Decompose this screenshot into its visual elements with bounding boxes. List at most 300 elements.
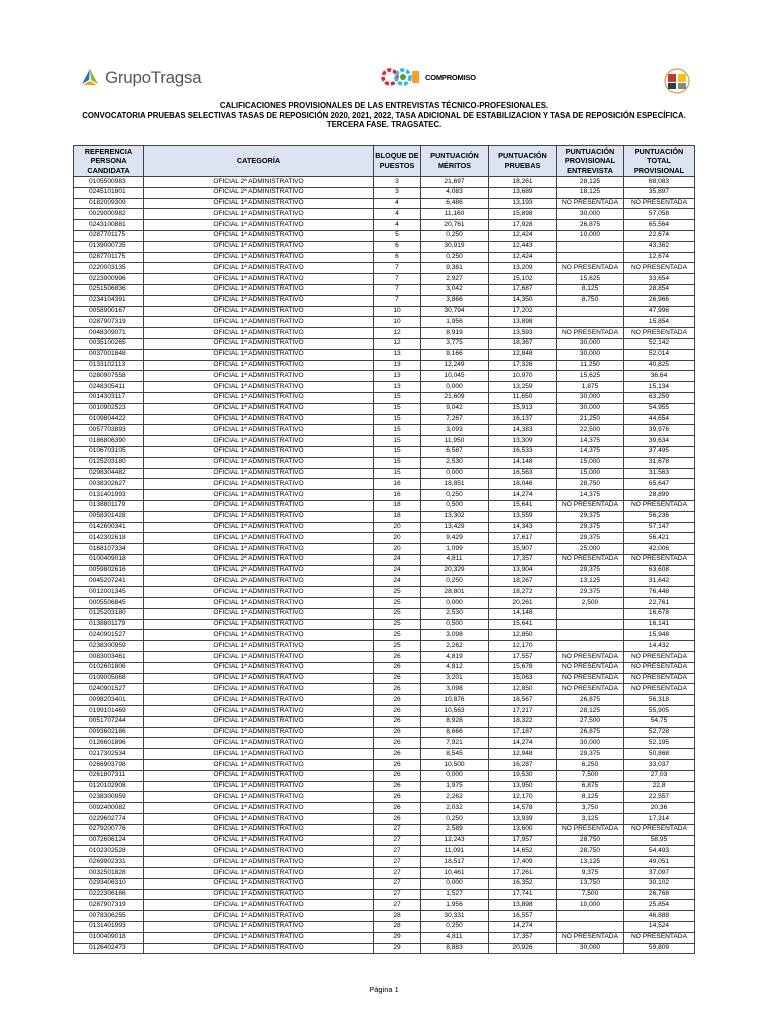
cell-bloque: 26 — [374, 781, 421, 792]
cell-bloque: 27 — [374, 824, 421, 835]
cell-categoria: OFICIAL 1ª ADMINISTRATIVO — [144, 770, 374, 781]
cell-total: 58,95 — [624, 835, 695, 846]
cell-referencia: 0058301428 — [74, 511, 144, 522]
cell-entrevista: 28,750 — [557, 479, 624, 490]
cell-categoria: OFICIAL 1ª ADMINISTRATIVO — [144, 738, 374, 749]
cell-total: NO PRESENTADA — [624, 500, 695, 511]
cell-meritos: 2,262 — [421, 641, 489, 652]
cell-pruebas: 20,261 — [489, 598, 557, 609]
cell-total: 56,318 — [624, 695, 695, 706]
column-header-total: PUNTUACIÓN TOTAL PROVISIONAL — [624, 146, 695, 177]
table-row — [74, 911, 695, 922]
table-row — [74, 252, 695, 263]
cell-meritos: 21,609 — [421, 392, 489, 403]
cell-bloque: 15 — [374, 468, 421, 479]
cell-total: NO PRESENTADA — [624, 932, 695, 943]
cell-categoria: OFICIAL 1ª ADMINISTRATIVO — [144, 587, 374, 598]
cell-bloque: 28 — [374, 921, 421, 932]
cell-referencia: 0138801179 — [74, 500, 144, 511]
cell-referencia: 0248305411 — [74, 382, 144, 393]
cell-bloque: 3 — [374, 177, 421, 188]
cell-entrevista: 30,000 — [557, 392, 624, 403]
table-row — [74, 846, 695, 857]
cell-entrevista — [557, 619, 624, 630]
cell-bloque: 13 — [374, 360, 421, 371]
cell-entrevista: 26,875 — [557, 727, 624, 738]
cell-pruebas: 15,641 — [489, 500, 557, 511]
cell-referencia: 0238300959 — [74, 641, 144, 652]
cell-referencia: 0287907319 — [74, 900, 144, 911]
cell-bloque: 7 — [374, 295, 421, 306]
cell-meritos: 18,517 — [421, 857, 489, 868]
cell-entrevista: 30,000 — [557, 349, 624, 360]
cell-referencia: 0037001848 — [74, 349, 144, 360]
cell-entrevista: 18,125 — [557, 187, 624, 198]
cell-pruebas: 16,287 — [489, 760, 557, 771]
table-row — [74, 511, 695, 522]
cell-bloque: 4 — [374, 198, 421, 209]
cell-bloque: 27 — [374, 900, 421, 911]
cell-referencia: 0083003461 — [74, 652, 144, 663]
cell-bloque: 16 — [374, 479, 421, 490]
table-row — [74, 177, 695, 188]
cell-bloque: 26 — [374, 727, 421, 738]
cell-bloque: 25 — [374, 598, 421, 609]
cell-pruebas: 12,170 — [489, 641, 557, 652]
cell-categoria: OFICIAL 1ª ADMINISTRATIVO — [144, 598, 374, 609]
cell-referencia: 0078306255 — [74, 911, 144, 922]
table-row — [74, 662, 695, 673]
table-row — [74, 868, 695, 879]
cell-total: 26,768 — [624, 889, 695, 900]
cell-categoria: OFICIAL 1ª ADMINISTRATIVO — [144, 900, 374, 911]
cell-pruebas: 15,641 — [489, 619, 557, 630]
cell-entrevista: 15,625 — [557, 274, 624, 285]
cell-total: 12,674 — [624, 252, 695, 263]
cell-categoria: OFICIAL 1ª ADMINISTRATIVO — [144, 911, 374, 922]
cell-meritos: 2,589 — [421, 824, 489, 835]
cell-pruebas: 13,898 — [489, 900, 557, 911]
table-body — [74, 177, 695, 954]
cell-pruebas: 12,850 — [489, 684, 557, 695]
cell-bloque: 25 — [374, 619, 421, 630]
cell-categoria: OFICIAL 1ª ADMINISTRATIVO — [144, 652, 374, 663]
cell-categoria: OFICIAL 1ª ADMINISTRATIVO — [144, 425, 374, 436]
cell-meritos: 0,250 — [421, 814, 489, 825]
table-row — [74, 241, 695, 252]
cell-entrevista: 30,000 — [557, 209, 624, 220]
cell-total: 25,854 — [624, 900, 695, 911]
cell-categoria: OFICIAL 1ª ADMINISTRATIVO — [144, 684, 374, 695]
cell-entrevista — [557, 306, 624, 317]
cell-pruebas: 18,272 — [489, 587, 557, 598]
cell-categoria: OFICIAL 1ª ADMINISTRATIVO — [144, 878, 374, 889]
cell-categoria: OFICIAL 1ª ADMINISTRATIVO — [144, 209, 374, 220]
cell-entrevista — [557, 317, 624, 328]
cell-bloque: 26 — [374, 749, 421, 760]
cell-total: 56,421 — [624, 533, 695, 544]
cell-bloque: 27 — [374, 889, 421, 900]
cell-entrevista: 25,000 — [557, 544, 624, 555]
cell-referencia: 0238300959 — [74, 792, 144, 803]
cell-entrevista: 27,500 — [557, 716, 624, 727]
cell-referencia: 0279200776 — [74, 824, 144, 835]
cell-entrevista: 30,000 — [557, 738, 624, 749]
cell-entrevista: 28,750 — [557, 835, 624, 846]
cell-total: 16,678 — [624, 608, 695, 619]
cell-bloque: 18 — [374, 500, 421, 511]
cell-entrevista: 30,000 — [557, 943, 624, 954]
cell-entrevista: 26,875 — [557, 220, 624, 231]
column-header-bloque: BLOQUE DE PUESTOS — [374, 146, 421, 177]
cell-referencia: 0266903798 — [74, 760, 144, 771]
cell-entrevista: 14,375 — [557, 446, 624, 457]
table-row — [74, 587, 695, 598]
table-row — [74, 209, 695, 220]
cell-referencia: 0234104391 — [74, 295, 144, 306]
table-row — [74, 576, 695, 587]
cell-categoria: OFICIAL 1ª ADMINISTRATIVO — [144, 706, 374, 717]
table-header-row — [74, 146, 695, 177]
cell-referencia: 0100409018 — [74, 932, 144, 943]
column-header-categoria: CATEGORÍA — [144, 146, 374, 177]
cell-bloque: 12 — [374, 338, 421, 349]
cell-categoria: OFICIAL 1ª ADMINISTRATIVO — [144, 727, 374, 738]
cell-meritos: 3,201 — [421, 673, 489, 684]
cell-total: 39,976 — [624, 425, 695, 436]
table-row — [74, 749, 695, 760]
cell-referencia: 0005506845 — [74, 598, 144, 609]
table-row — [74, 403, 695, 414]
cell-meritos: 9,429 — [421, 533, 489, 544]
column-header-pruebas: PUNTUACIÓN PRUEBAS — [489, 146, 557, 177]
cell-referencia: 0287701175 — [74, 230, 144, 241]
cell-pruebas: 19,530 — [489, 770, 557, 781]
cell-categoria: OFICIAL 1ª ADMINISTRATIVO — [144, 274, 374, 285]
compromiso-logo — [381, 66, 476, 88]
table-row — [74, 522, 695, 533]
cell-pruebas: 17,202 — [489, 306, 557, 317]
cell-total: 52,195 — [624, 738, 695, 749]
cell-entrevista: 8,750 — [557, 295, 624, 306]
cell-categoria: OFICIAL 1ª ADMINISTRATIVO — [144, 263, 374, 274]
cell-categoria: OFICIAL 1ª ADMINISTRATIVO — [144, 662, 374, 673]
cell-categoria: OFICIAL 1ª ADMINISTRATIVO — [144, 943, 374, 954]
cell-referencia: 0131401993 — [74, 921, 144, 932]
cell-categoria: OFICIAL 2ª ADMINISTRATIVO — [144, 565, 374, 576]
cell-total: 31,678 — [624, 457, 695, 468]
cell-meritos: 4,083 — [421, 187, 489, 198]
cell-meritos: 0,000 — [421, 382, 489, 393]
cell-entrevista: 10,000 — [557, 900, 624, 911]
cell-meritos: 4,819 — [421, 652, 489, 663]
cell-referencia: 0102601806 — [74, 662, 144, 673]
cell-categoria: OFICIAL 1ª ADMINISTRATIVO — [144, 868, 374, 879]
cell-referencia: 0125203180 — [74, 608, 144, 619]
cell-total: 52,014 — [624, 349, 695, 360]
cell-pruebas: 14,148 — [489, 457, 557, 468]
cell-categoria: OFICIAL 1ª ADMINISTRATIVO — [144, 608, 374, 619]
cell-total: 36,64 — [624, 371, 695, 382]
cell-pruebas: 14,343 — [489, 522, 557, 533]
cell-meritos: 3,093 — [421, 425, 489, 436]
table-row — [74, 716, 695, 727]
cell-entrevista — [557, 252, 624, 263]
cell-entrevista: 1,875 — [557, 382, 624, 393]
cell-total: 49,051 — [624, 857, 695, 868]
title-line-3: TERCERA FASE. TRAGSATEC. — [326, 120, 442, 130]
cell-referencia: 0223900996 — [74, 274, 144, 285]
cell-entrevista: 29,375 — [557, 587, 624, 598]
cell-entrevista: 8,125 — [557, 792, 624, 803]
cell-entrevista — [557, 608, 624, 619]
cell-entrevista: NO PRESENTADA — [557, 932, 624, 943]
cell-total: 28,854 — [624, 284, 695, 295]
cell-meritos: 1,975 — [421, 781, 489, 792]
table-row — [74, 425, 695, 436]
table-row — [74, 857, 695, 868]
table-row — [74, 274, 695, 285]
cell-pruebas: 17,261 — [489, 868, 557, 879]
cell-bloque: 27 — [374, 868, 421, 879]
cell-total: 65,564 — [624, 220, 695, 231]
cell-referencia: 0139000735 — [74, 241, 144, 252]
cell-total: 37,495 — [624, 446, 695, 457]
cell-total: 57,058 — [624, 209, 695, 220]
cell-categoria: OFICIAL 2ª ADMINISTRATIVO — [144, 576, 374, 587]
cell-referencia: 0126402473 — [74, 943, 144, 954]
cell-total: NO PRESENTADA — [624, 684, 695, 695]
cell-categoria: OFICIAL 1ª ADMINISTRATIVO — [144, 241, 374, 252]
cell-total: 43,362 — [624, 241, 695, 252]
cell-pruebas: 17,741 — [489, 889, 557, 900]
cell-categoria: OFICIAL 1ª ADMINISTRATIVO — [144, 814, 374, 825]
cell-meritos: 8,928 — [421, 716, 489, 727]
table-row — [74, 220, 695, 231]
cell-referencia: 0280907558 — [74, 371, 144, 382]
cell-meritos: 2,032 — [421, 803, 489, 814]
cell-categoria: OFICIAL 1ª ADMINISTRATIVO — [144, 392, 374, 403]
cell-meritos: 6,486 — [421, 198, 489, 209]
cell-bloque: 12 — [374, 328, 421, 339]
cell-total: 63,259 — [624, 392, 695, 403]
cell-meritos: 10,045 — [421, 371, 489, 382]
cell-categoria: OFICIAL 1ª ADMINISTRATIVO — [144, 695, 374, 706]
cell-pruebas: 13,689 — [489, 187, 557, 198]
cell-referencia: 0261807311 — [74, 770, 144, 781]
table-row — [74, 382, 695, 393]
cell-bloque: 15 — [374, 436, 421, 447]
cell-categoria: OFICIAL 1ª ADMINISTRATIVO — [144, 317, 374, 328]
cell-entrevista: 6,875 — [557, 781, 624, 792]
cell-pruebas: 17,957 — [489, 835, 557, 846]
cell-bloque: 6 — [374, 252, 421, 263]
cell-referencia: 0298304482 — [74, 468, 144, 479]
cell-referencia: 0217302534 — [74, 749, 144, 760]
cell-meritos: 0,250 — [421, 230, 489, 241]
cell-pruebas: 17,217 — [489, 706, 557, 717]
document-title-block — [0, 101, 768, 130]
cell-categoria: OFICIAL 1ª ADMINISTRATIVO — [144, 544, 374, 555]
cell-meritos: 0,000 — [421, 878, 489, 889]
cell-meritos: 12,249 — [421, 360, 489, 371]
cell-categoria: OFICIAL 1ª ADMINISTRATIVO — [144, 295, 374, 306]
table-row — [74, 392, 695, 403]
cell-referencia: 0098203401 — [74, 695, 144, 706]
cell-bloque: 4 — [374, 220, 421, 231]
cell-bloque: 26 — [374, 760, 421, 771]
cell-total: 15,134 — [624, 382, 695, 393]
cell-meritos: 2,262 — [421, 792, 489, 803]
cell-meritos: 3,866 — [421, 295, 489, 306]
cell-pruebas: 18,322 — [489, 716, 557, 727]
cell-pruebas: 12,170 — [489, 792, 557, 803]
cell-referencia: 0287701175 — [74, 252, 144, 263]
cell-referencia: 0045207241 — [74, 576, 144, 587]
cell-pruebas: 17,557 — [489, 652, 557, 663]
cell-referencia: 0168107334 — [74, 544, 144, 555]
cell-bloque: 26 — [374, 814, 421, 825]
cell-pruebas: 15,063 — [489, 673, 557, 684]
cell-bloque: 25 — [374, 630, 421, 641]
cell-bloque: 7 — [374, 284, 421, 295]
cell-bloque: 25 — [374, 641, 421, 652]
table-row — [74, 295, 695, 306]
cell-pruebas: 18,567 — [489, 695, 557, 706]
cell-total: 54,955 — [624, 403, 695, 414]
cell-bloque: 15 — [374, 403, 421, 414]
cell-referencia: 0251506836 — [74, 284, 144, 295]
cell-referencia: 0138801179 — [74, 619, 144, 630]
cell-meritos: 2,530 — [421, 608, 489, 619]
cell-total: 14,524 — [624, 921, 695, 932]
cell-total: 55,905 — [624, 706, 695, 717]
table-row — [74, 565, 695, 576]
cell-total: 30,102 — [624, 878, 695, 889]
cell-meritos: 4,811 — [421, 932, 489, 943]
cell-entrevista: 29,375 — [557, 749, 624, 760]
table-row — [74, 727, 695, 738]
cell-entrevista: 30,000 — [557, 338, 624, 349]
cell-bloque: 7 — [374, 263, 421, 274]
cell-meritos: 0,250 — [421, 490, 489, 501]
cell-entrevista: 30,000 — [557, 403, 624, 414]
cell-pruebas: 13,209 — [489, 263, 557, 274]
table-row — [74, 598, 695, 609]
cell-categoria: OFICIAL 1ª ADMINISTRATIVO — [144, 673, 374, 684]
cell-referencia: 0072606124 — [74, 835, 144, 846]
cell-categoria: OFICIAL 1ª ADMINISTRATIVO — [144, 749, 374, 760]
cell-categoria: OFICIAL 1ª ADMINISTRATIVO — [144, 371, 374, 382]
cell-referencia: 0109804422 — [74, 414, 144, 425]
cell-bloque: 26 — [374, 803, 421, 814]
cell-bloque: 24 — [374, 565, 421, 576]
cell-pruebas: 10,970 — [489, 371, 557, 382]
cell-meritos: 9,166 — [421, 349, 489, 360]
cell-referencia: 0287907319 — [74, 317, 144, 328]
cell-pruebas: 16,563 — [489, 468, 557, 479]
table-row — [74, 500, 695, 511]
cell-total: 33,654 — [624, 274, 695, 285]
cell-total: 22,557 — [624, 792, 695, 803]
cell-referencia: 0220003135 — [74, 263, 144, 274]
cell-total: 22,761 — [624, 598, 695, 609]
cell-pruebas: 17,928 — [489, 220, 557, 231]
cell-entrevista: 7,500 — [557, 889, 624, 900]
cell-categoria: OFICIAL 1ª ADMINISTRATIVO — [144, 522, 374, 533]
cell-categoria: OFICIAL 1ª ADMINISTRATIVO — [144, 338, 374, 349]
table-row — [74, 263, 695, 274]
cell-entrevista: NO PRESENTADA — [557, 824, 624, 835]
cell-meritos: 0,000 — [421, 770, 489, 781]
cell-total: 56,236 — [624, 511, 695, 522]
cell-pruebas: 20,926 — [489, 943, 557, 954]
cell-pruebas: 14,578 — [489, 803, 557, 814]
cell-referencia: 0229602774 — [74, 814, 144, 825]
cell-entrevista: NO PRESENTADA — [557, 662, 624, 673]
cell-entrevista: 21,250 — [557, 414, 624, 425]
table-row — [74, 230, 695, 241]
cell-bloque: 26 — [374, 770, 421, 781]
cell-entrevista: NO PRESENTADA — [557, 673, 624, 684]
cell-meritos: 3,098 — [421, 684, 489, 695]
cell-meritos: 3,042 — [421, 284, 489, 295]
table-row — [74, 641, 695, 652]
table-row — [74, 328, 695, 339]
cell-entrevista — [557, 911, 624, 922]
cell-referencia: 0240901527 — [74, 684, 144, 695]
cell-referencia: 0048309071 — [74, 328, 144, 339]
cell-pruebas: 14,350 — [489, 295, 557, 306]
cell-categoria: OFICIAL 1ª ADMINISTRATIVO — [144, 220, 374, 231]
table-row — [74, 457, 695, 468]
cell-categoria: OFICIAL 1ª ADMINISTRATIVO — [144, 533, 374, 544]
cell-total: 54,75 — [624, 716, 695, 727]
cell-total: NO PRESENTADA — [624, 662, 695, 673]
cell-referencia: 0243100881 — [74, 220, 144, 231]
table-row — [74, 284, 695, 295]
cell-bloque: 15 — [374, 392, 421, 403]
cell-entrevista: 26,875 — [557, 695, 624, 706]
cell-categoria: OFICIAL 1ª ADMINISTRATIVO — [144, 479, 374, 490]
cell-categoria: OFICIAL 1ª ADMINISTRATIVO — [144, 835, 374, 846]
cell-pruebas: 12,424 — [489, 252, 557, 263]
table-row — [74, 490, 695, 501]
cell-entrevista: 9,375 — [557, 868, 624, 879]
cell-pruebas: 12,443 — [489, 241, 557, 252]
cell-categoria: OFICIAL 1ª ADMINISTRATIVO — [144, 792, 374, 803]
cell-total: 57,147 — [624, 522, 695, 533]
cell-referencia: 0014303117 — [74, 392, 144, 403]
table-row — [74, 479, 695, 490]
cell-total: 27,03 — [624, 770, 695, 781]
cell-meritos: 11,950 — [421, 436, 489, 447]
cell-total: 22,8 — [624, 781, 695, 792]
cell-total: 76,448 — [624, 587, 695, 598]
cell-referencia: 0269902331 — [74, 857, 144, 868]
cell-meritos: 28,801 — [421, 587, 489, 598]
cell-total: 52,728 — [624, 727, 695, 738]
cell-bloque: 24 — [374, 554, 421, 565]
cell-entrevista: 29,375 — [557, 511, 624, 522]
title-line-2: CONVOCATORIA PRUEBAS SELECTIVAS TASAS DE REPOSICIÓN 2020, 2021, 2022, TASA ADICIONAL DE ESTABILIZACION Y TASA DE REPOSICIÓN ESPECÍFICA. — [82, 110, 686, 120]
cell-total: 47,996 — [624, 306, 695, 317]
cell-total: NO PRESENTADA — [624, 824, 695, 835]
cell-categoria: OFICIAL 2ª ADMINISTRATIVO — [144, 177, 374, 188]
cell-entrevista — [557, 241, 624, 252]
cell-bloque: 26 — [374, 662, 421, 673]
cell-bloque: 4 — [374, 209, 421, 220]
